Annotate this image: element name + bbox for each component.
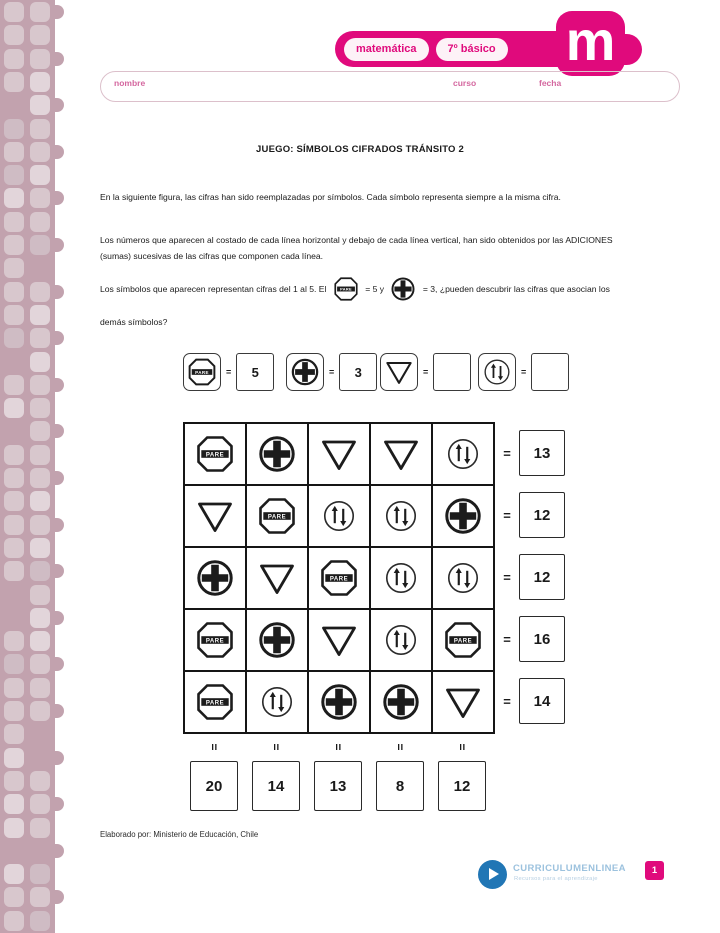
mosaic-tile [4, 258, 24, 278]
row-sum-box: 12 [519, 492, 565, 538]
legend-symbol-box [478, 353, 516, 391]
yield-triangle-icon [381, 434, 421, 474]
mosaic-tile [30, 585, 50, 605]
mosaic-tile [4, 887, 24, 907]
mosaic-tile [4, 235, 24, 255]
mosaic-tile [4, 654, 24, 674]
instructions-paragraph-1: En la siguiente figura, las cifras han sido reemplazadas por símbolos. Cada símbolo representa siempre a la misma cifra. [100, 191, 561, 202]
grid-cell [246, 547, 308, 609]
course-label: curso [453, 78, 477, 88]
mosaic-tile [4, 49, 24, 69]
mosaic-tile [30, 818, 50, 838]
pare-sign-icon [333, 276, 359, 302]
instructions-paragraph-3 [100, 273, 630, 339]
mosaic-edge-tab [54, 751, 64, 765]
equals-sign: = [207, 743, 221, 751]
legend-item [478, 353, 569, 391]
mosaic-tile [4, 678, 24, 698]
pare-sign-icon [319, 558, 359, 598]
mosaic-edge-tab [54, 378, 64, 392]
mosaic-tile [30, 445, 50, 465]
mosaic-tile [30, 95, 50, 115]
math-logo-letter: m [565, 8, 616, 72]
mosaic-tile [4, 561, 24, 581]
column-sum-box: 12 [438, 761, 486, 811]
two-way-arrows-icon [383, 498, 419, 534]
mosaic-tile [4, 701, 24, 721]
page-number-badge: 1 [645, 861, 664, 880]
grid-cell [432, 423, 494, 485]
mosaic-tile [4, 188, 24, 208]
mosaic-tile [30, 72, 50, 92]
mosaic-edge-tab [54, 657, 64, 671]
decorative-mosaic-border [0, 0, 66, 933]
grid-cell [370, 671, 432, 733]
mosaic-edge-tab [54, 191, 64, 205]
mosaic-edge-tab [54, 5, 64, 19]
legend-item [380, 353, 471, 391]
mosaic-edge-tab [54, 564, 64, 578]
svg-text:PARE: PARE [205, 638, 225, 645]
svg-text:PARE: PARE [267, 514, 287, 521]
grid-cell [308, 671, 370, 733]
grid-cell [432, 609, 494, 671]
equals-sign: = [423, 367, 429, 377]
play-triangle-icon [489, 868, 499, 880]
grid-cell [246, 485, 308, 547]
mosaic-tile [30, 282, 50, 302]
equals-sign: = [269, 743, 283, 751]
pare-sign-icon [257, 496, 297, 536]
grid-cell [184, 485, 246, 547]
pare-sign-icon [443, 620, 483, 660]
worksheet-title: JUEGO: SÍMBOLOS CIFRADOS TRÁNSITO 2 [256, 144, 464, 155]
mosaic-tile [30, 398, 50, 418]
equals-sign: = [455, 743, 469, 751]
first-aid-cross-icon [319, 682, 359, 722]
svg-text:PARE: PARE [339, 286, 352, 292]
row-sum-box: 14 [519, 678, 565, 724]
pare-sign-icon [195, 434, 235, 474]
mosaic-tile [30, 678, 50, 698]
mosaic-tile [4, 911, 24, 931]
legend-item [183, 353, 274, 391]
mosaic-tile [30, 561, 50, 581]
legend-value-box: 3 [339, 353, 377, 391]
two-way-arrows-icon [383, 622, 419, 658]
mosaic-tile [30, 794, 50, 814]
mosaic-tile [30, 235, 50, 255]
legend-symbol-box [286, 353, 324, 391]
mosaic-tile [4, 748, 24, 768]
student-info-bar [100, 71, 680, 102]
mosaic-edge-tab [54, 145, 64, 159]
legend-item [286, 353, 377, 391]
mosaic-tile [30, 911, 50, 931]
mosaic-tile [30, 49, 50, 69]
mosaic-tile [30, 212, 50, 232]
yield-triangle-icon [319, 620, 359, 660]
date-label: fecha [539, 78, 562, 88]
mosaic-tile [30, 608, 50, 628]
legend-value-box: 5 [236, 353, 274, 391]
mosaic-tile [30, 142, 50, 162]
first-aid-cross-icon [443, 496, 483, 536]
mosaic-tile [30, 305, 50, 325]
mosaic-tile [30, 25, 50, 45]
grid-cell [184, 547, 246, 609]
paragraph-text: Los símbolos que aparecen representan cifras del 1 al 5. El [100, 283, 327, 294]
two-way-arrows-icon [445, 436, 481, 472]
mosaic-tile [4, 305, 24, 325]
two-way-arrows-icon [321, 498, 357, 534]
mosaic-tile [30, 165, 50, 185]
equals-sign: = [331, 743, 345, 751]
mosaic-tile [4, 328, 24, 348]
instructions-paragraph-2: Los números que aparecen al costado de cada línea horizontal y debajo de cada línea vertical, han sido obtenidos por las ADICIONES (sumas) sucesivas de las cifras que componen cada línea. [100, 234, 613, 262]
svg-text:PARE: PARE [329, 576, 349, 583]
first-aid-cross-icon [390, 276, 416, 302]
mosaic-tile [4, 25, 24, 45]
two-way-arrows-icon [383, 560, 419, 596]
mosaic-tile [30, 864, 50, 884]
paragraph-text: = 3, ¿pueden descubrir las cifras que asocian los demás símbolos? [100, 283, 610, 327]
first-aid-cross-icon [257, 620, 297, 660]
row-sum-box: 12 [519, 554, 565, 600]
credit-line: Elaborado por: Ministerio de Educación, Chile [100, 830, 259, 839]
mosaic-tile [4, 142, 24, 162]
mosaic-tile [4, 119, 24, 139]
equals-sign: = [503, 508, 511, 523]
column-sum-box: 14 [252, 761, 300, 811]
mosaic-tile [30, 701, 50, 721]
mosaic-edge-tab [54, 890, 64, 904]
mosaic-tile [30, 538, 50, 558]
mosaic-tile [30, 421, 50, 441]
column-sum-box: 20 [190, 761, 238, 811]
grid-cell [432, 547, 494, 609]
mosaic-tile [30, 491, 50, 511]
grid-cell [308, 547, 370, 609]
mosaic-tile [30, 2, 50, 22]
svg-text:PARE: PARE [195, 369, 209, 375]
mosaic-edge-tab [54, 98, 64, 112]
mosaic-tile [4, 468, 24, 488]
column-sum-box: 8 [376, 761, 424, 811]
mosaic-tile [4, 724, 24, 744]
row-sum-box: 16 [519, 616, 565, 662]
two-way-arrows-icon [482, 357, 512, 387]
equals-sign: = [393, 743, 407, 751]
equals-sign: = [503, 446, 511, 461]
mosaic-tile [4, 2, 24, 22]
equals-sign: = [503, 570, 511, 585]
pare-sign-icon [187, 357, 217, 387]
mosaic-tile [4, 818, 24, 838]
mosaic-edge-tab [54, 331, 64, 345]
yield-triangle-icon [257, 558, 297, 598]
pare-sign-icon [195, 682, 235, 722]
legend-value-box [531, 353, 569, 391]
mosaic-tile [30, 515, 50, 535]
grid-cell [432, 485, 494, 547]
paragraph-text: = 5 y [365, 283, 385, 294]
svg-text:PARE: PARE [205, 700, 225, 707]
mosaic-edge-tab [54, 704, 64, 718]
equals-sign: = [503, 694, 511, 709]
mosaic-tile [4, 631, 24, 651]
mosaic-edge-tab [54, 424, 64, 438]
mosaic-tile [4, 491, 24, 511]
mosaic-edge-tab [54, 518, 64, 532]
mosaic-tile [4, 538, 24, 558]
pare-sign-icon [195, 620, 235, 660]
mosaic-tile [30, 887, 50, 907]
grid-cell [370, 547, 432, 609]
mosaic-tile [30, 654, 50, 674]
grade-badge: 7º básico [436, 38, 508, 61]
yield-triangle-icon [384, 357, 414, 387]
grid-cell [184, 609, 246, 671]
svg-text:PARE: PARE [205, 452, 225, 459]
mosaic-tile [30, 375, 50, 395]
yield-triangle-icon [319, 434, 359, 474]
subject-badge: matemática [344, 38, 429, 61]
yield-triangle-icon [443, 682, 483, 722]
curriculum-logo-text: CURRICULUMENLINEA [513, 863, 626, 874]
mosaic-tile [4, 771, 24, 791]
equals-sign: = [226, 367, 232, 377]
mosaic-edge-tab [54, 844, 64, 858]
two-way-arrows-icon [445, 560, 481, 596]
equals-sign: = [521, 367, 527, 377]
mosaic-tile [4, 282, 24, 302]
two-way-arrows-icon [259, 684, 295, 720]
grid-cell [308, 423, 370, 485]
equals-sign: = [329, 367, 335, 377]
grid-cell [246, 671, 308, 733]
math-logo [556, 8, 625, 76]
mosaic-tile [4, 515, 24, 535]
name-label: nombre [114, 78, 146, 88]
first-aid-cross-icon [381, 682, 421, 722]
mosaic-tile [4, 375, 24, 395]
first-aid-cross-icon [257, 434, 297, 474]
grid-cell [370, 485, 432, 547]
curriculum-play-icon [478, 860, 507, 889]
grid-cell [184, 671, 246, 733]
yield-triangle-icon [195, 496, 235, 536]
row-sum-box: 13 [519, 430, 565, 476]
first-aid-cross-icon [195, 558, 235, 598]
grid-cell [246, 423, 308, 485]
mosaic-edge-tab [54, 238, 64, 252]
mosaic-edge-tab [54, 611, 64, 625]
legend-value-box [433, 353, 471, 391]
mosaic-tile [30, 631, 50, 651]
mosaic-edge-tab [54, 285, 64, 299]
mosaic-tile [30, 352, 50, 372]
grid-cell [308, 609, 370, 671]
mosaic-tile [4, 398, 24, 418]
mosaic-tile [4, 794, 24, 814]
mosaic-tile [4, 165, 24, 185]
mosaic-base-strip [0, 0, 55, 933]
grid-cell [246, 609, 308, 671]
legend-symbol-box [183, 353, 221, 391]
mosaic-tile [30, 328, 50, 348]
svg-text:PARE: PARE [453, 638, 473, 645]
grid-cell [432, 671, 494, 733]
grid-cell [370, 423, 432, 485]
mosaic-tile [30, 468, 50, 488]
mosaic-tile [30, 119, 50, 139]
mosaic-edge-tab [54, 471, 64, 485]
mosaic-tile [4, 212, 24, 232]
mosaic-tile [4, 72, 24, 92]
grid-cell [184, 423, 246, 485]
mosaic-tile [4, 445, 24, 465]
grid-cell [370, 609, 432, 671]
mosaic-tile [4, 864, 24, 884]
first-aid-cross-icon [290, 357, 320, 387]
equals-sign: = [503, 632, 511, 647]
mosaic-edge-tab [54, 52, 64, 66]
mosaic-tile [30, 771, 50, 791]
legend-symbol-box [380, 353, 418, 391]
column-sum-box: 13 [314, 761, 362, 811]
mosaic-tile [30, 188, 50, 208]
grid-cell [308, 485, 370, 547]
mosaic-edge-tab [54, 797, 64, 811]
curriculum-logo-tagline: Recursos para el aprendizaje [514, 876, 598, 882]
puzzle-grid [183, 422, 495, 734]
